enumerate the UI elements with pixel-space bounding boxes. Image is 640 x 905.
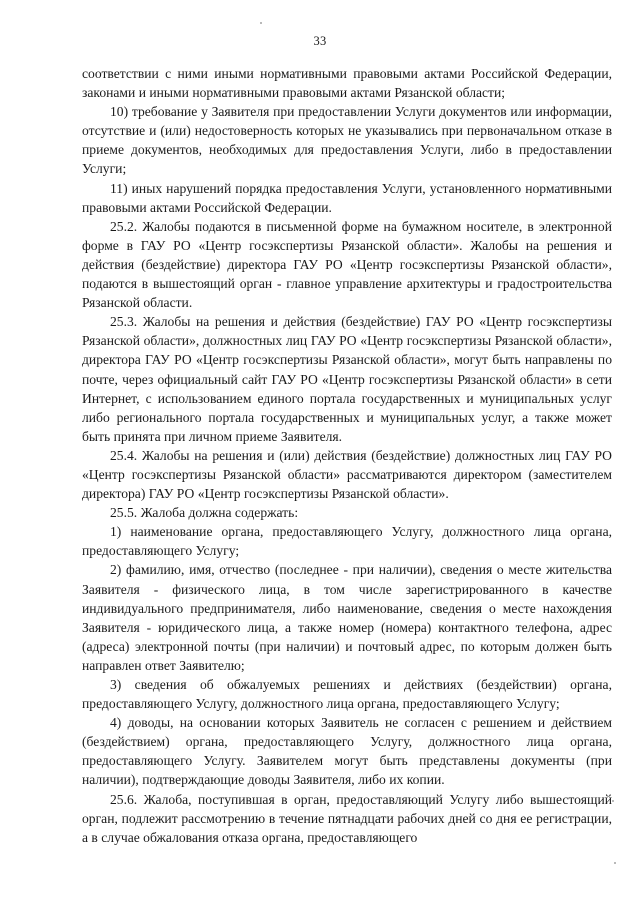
paragraph-25-3: 25.3. Жалобы на решения и действия (бездействие) ГАУ РО «Центр госэкспертизы Рязанской области», должностных лиц ГАУ РО «Центр госэкспертизы Рязанской области», директора ГАУ РО «Центр госэкспертизы Рязанской области», могут быть направлены по почте, через официальный сайт ГАУ РО «Центр госэкспертизы Рязанской области» в сети Интернет, с использованием единого портала государственных и муниципальных услуг либо регионального портала государственных и муниципальных услуг, а также может быть принята при личном приеме Заявителя. <box>82 314 612 444</box>
paragraph-item-10: 10) требование у Заявителя при предоставлении Услуги документов или информации, отсутствие и (или) недостоверность которых не указывались при первоначальном отказе в приеме документов, необходимых для предоставления Услуги, либо в предоставлении Услуги; <box>82 104 612 177</box>
scan-speck <box>614 862 616 864</box>
paragraph-item-11: 11) иных нарушений порядка предоставления Услуги, установленного нормативными правовыми актами Российской Федерации. <box>82 180 612 215</box>
paragraph-item-3: 3) сведения об обжалуемых решениях и действиях (бездействии) органа, предоставляющего Услугу, должностного лица органа, предоставляющего Услугу; <box>82 677 612 712</box>
scan-speck <box>612 800 614 802</box>
paragraph-25-2: 25.2. Жалобы подаются в письменной форме на бумажном носителе, в электронной форме в ГАУ РО «Центр госэкспертизы Рязанской области». Жалобы на решения и действия (бездействие) директора ГАУ РО «Центр госэкспертизы Рязанской области», подаются в вышестоящий орган - главное управление архитектуры и градостроительства Рязанской области. <box>82 218 612 311</box>
paragraph-item-4: 4) доводы, на основании которых Заявитель не согласен с решением и действием (бездействием) органа, предоставляющего Услугу, должностного лица органа, предоставляющего Услугу. Заявителем могут быть представлены документы (при наличии), подтверждающие доводы Заявителя, либо их копии. <box>82 715 612 788</box>
paragraph-25-4: 25.4. Жалобы на решения и (или) действия (бездействие) должностных лиц ГАУ РО «Центр госэкспертизы Рязанской области» рассматриваются директором (заместителем директора) ГАУ РО «Центр госэкспертизы Рязанской области». <box>82 447 612 502</box>
document-body <box>82 64 612 847</box>
paragraph-25-6: 25.6. Жалоба, поступившая в орган, предоставляющий Услугу либо вышестоящий орган, подлежит рассмотрению в течение пятнадцати рабочих дней со дня ее регистрации, а в случае обжалования отказа органа, предоставляющего <box>82 791 612 845</box>
scan-speck <box>260 22 262 24</box>
paragraph-continuation: соответствии с ними иными нормативными правовыми актами Российской Федерации, законами и иными нормативными правовыми актами Рязанской области; <box>82 66 612 101</box>
paragraph-item-1: 1) наименование органа, предоставляющего Услугу, должностного лица органа, предоставляющего Услугу; <box>82 524 612 559</box>
paragraph-item-2: 2) фамилию, имя, отчество (последнее - при наличии), сведения о месте жительства Заявителя - физического лица, в том числе зарегистрированного в качестве индивидуального предпринимателя, либо наименование, сведения о месте нахождения Заявителя - юридического лица, а также номер (номера) контактного телефона, адрес (адреса) электронной почты (при наличии) и почтовый адрес, по которым должен быть направлен ответ Заявителю; <box>82 562 612 673</box>
paragraph-25-5: 25.5. Жалоба должна содержать: <box>110 505 299 521</box>
page-number: 33 <box>313 34 327 48</box>
